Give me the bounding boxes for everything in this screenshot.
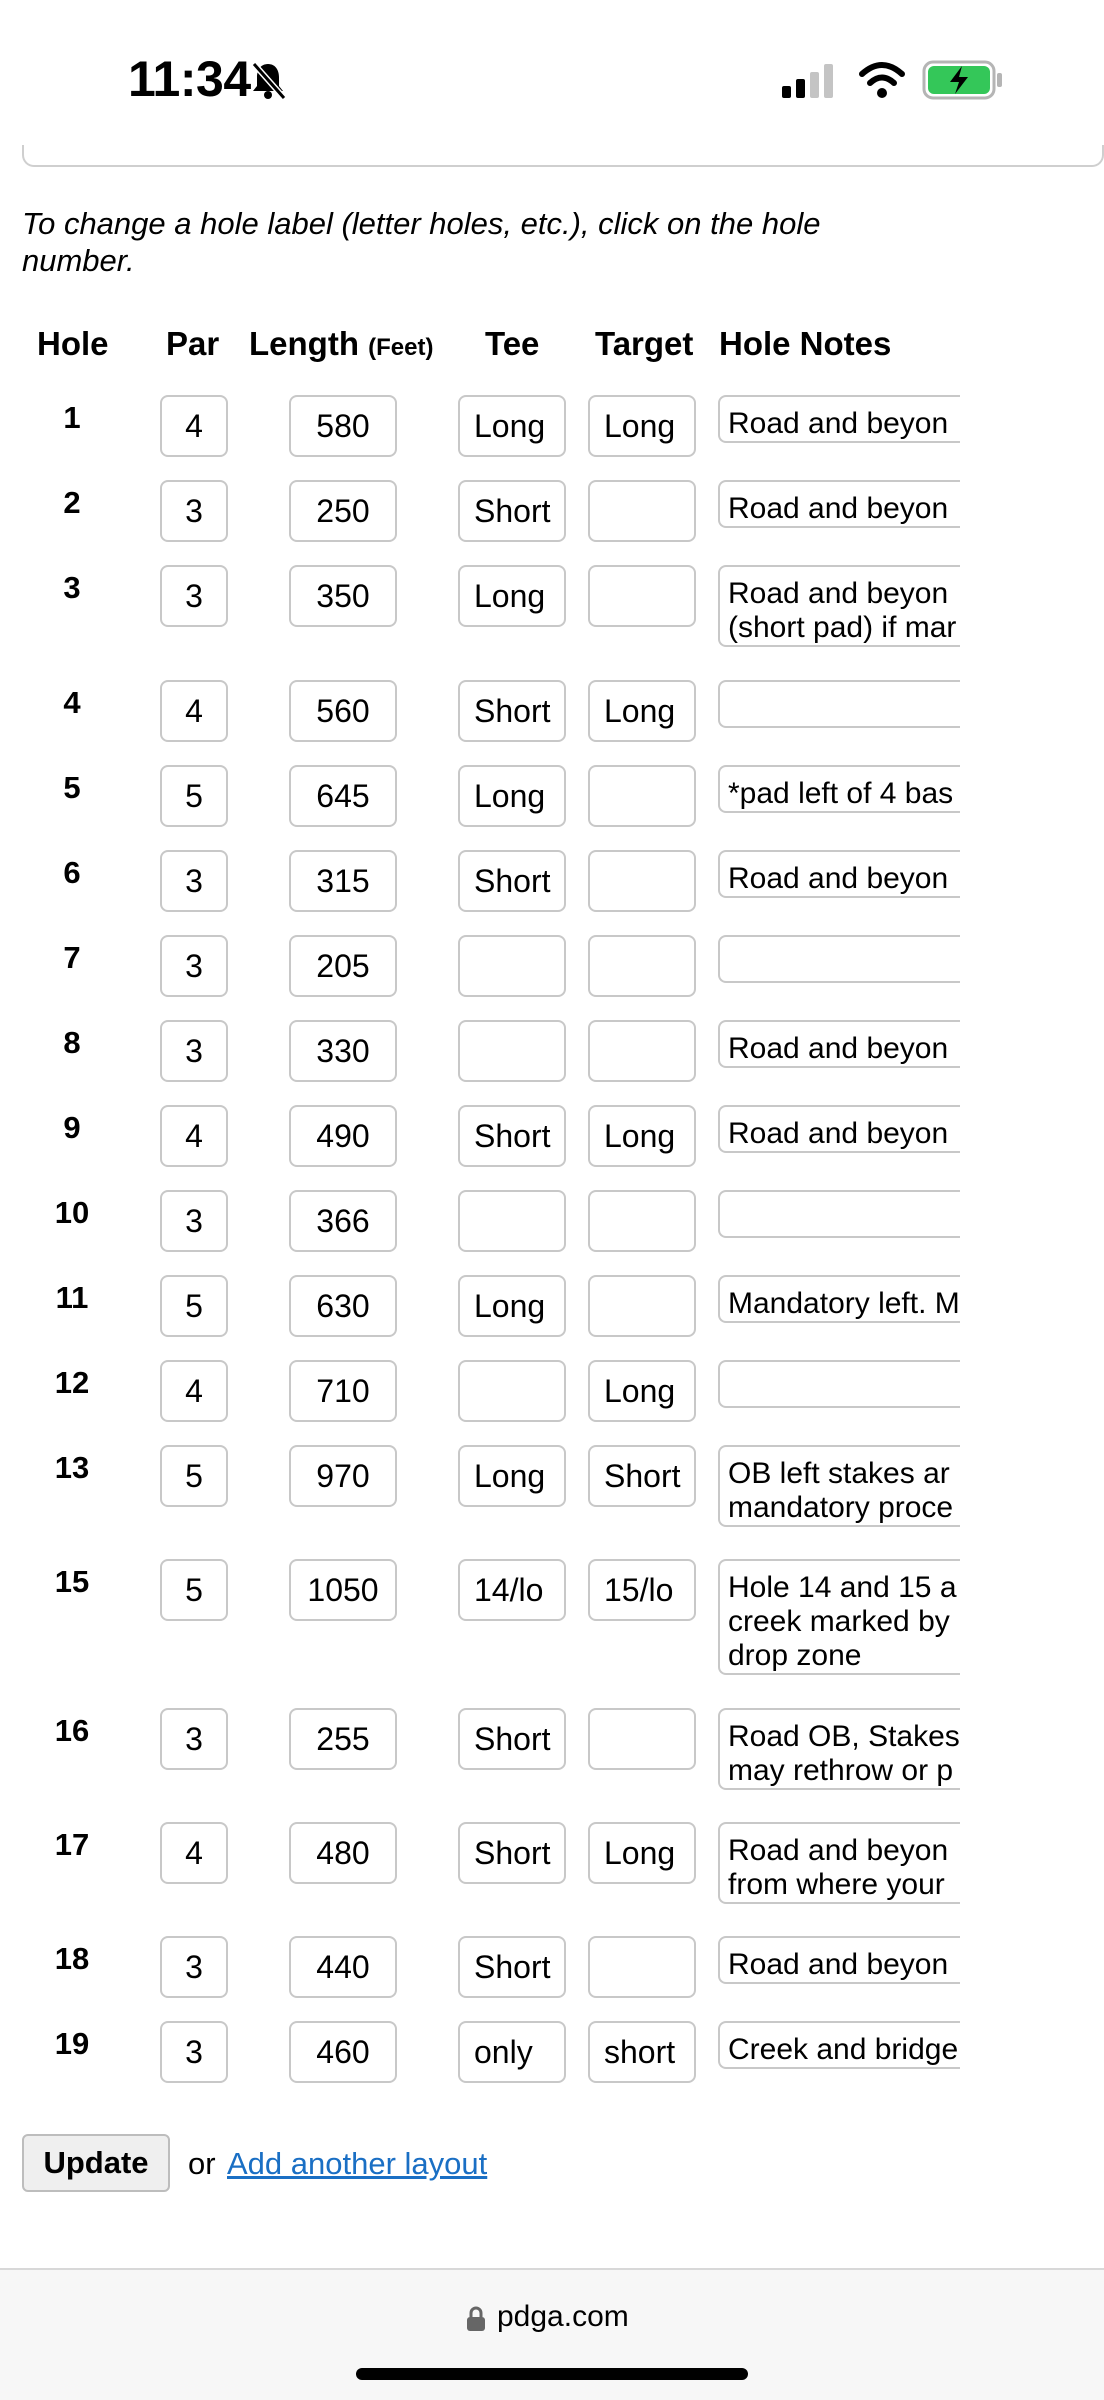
- add-layout-link[interactable]: Add another layout: [227, 2146, 488, 2181]
- browser-bottom-bar[interactable]: [0, 2268, 1104, 2400]
- hole-number-link[interactable]: 18: [54, 1941, 90, 1976]
- target-input[interactable]: Long: [588, 1822, 696, 1884]
- header-tee: Tee: [485, 325, 540, 362]
- par-input[interactable]: 3: [160, 565, 228, 627]
- par-input[interactable]: 4: [160, 680, 228, 742]
- target-input[interactable]: [588, 1190, 696, 1252]
- length-input[interactable]: 440: [289, 1936, 397, 1998]
- target-input[interactable]: [588, 480, 696, 542]
- notes-input[interactable]: [718, 680, 960, 728]
- length-input[interactable]: 350: [289, 565, 397, 627]
- header-length-unit: (Feet): [368, 334, 434, 361]
- par-input[interactable]: 3: [160, 1190, 228, 1252]
- header-length-label: Length: [249, 325, 359, 362]
- length-input[interactable]: 580: [289, 395, 397, 457]
- length-input[interactable]: 315: [289, 850, 397, 912]
- tee-input[interactable]: [458, 935, 566, 997]
- par-input[interactable]: 3: [160, 480, 228, 542]
- hole-number-link[interactable]: 15: [54, 1564, 90, 1599]
- tee-input[interactable]: Short: [458, 1936, 566, 1998]
- tee-input[interactable]: Short: [458, 850, 566, 912]
- url-domain[interactable]: pdga.com: [497, 2300, 629, 2333]
- signal-icon: [780, 64, 838, 98]
- length-input[interactable]: 630: [289, 1275, 397, 1337]
- target-input[interactable]: Long: [588, 680, 696, 742]
- par-input[interactable]: 5: [160, 1275, 228, 1337]
- hole-number-link[interactable]: 5: [63, 770, 81, 805]
- notes-input[interactable]: Road and beyon from where your: [718, 1822, 960, 1904]
- hole-number-link[interactable]: 19: [54, 2026, 90, 2061]
- hole-number-link[interactable]: 6: [63, 855, 81, 890]
- target-input[interactable]: Long: [588, 1360, 696, 1422]
- target-input[interactable]: Long: [588, 1105, 696, 1167]
- target-input[interactable]: [588, 1275, 696, 1337]
- or-text: or: [188, 2146, 216, 2181]
- length-input[interactable]: 710: [289, 1360, 397, 1422]
- target-input[interactable]: short: [588, 2021, 696, 2083]
- notes-input[interactable]: *pad left of 4 bas: [718, 765, 960, 813]
- hole-number-link[interactable]: 7: [63, 940, 81, 975]
- wifi-icon: [858, 60, 906, 100]
- target-input[interactable]: Long: [588, 395, 696, 457]
- notes-input[interactable]: Road and beyon: [718, 850, 960, 898]
- notes-input[interactable]: Road and beyon: [718, 1020, 960, 1068]
- tee-input[interactable]: Short: [458, 1708, 566, 1770]
- header-hole: Hole: [37, 325, 109, 362]
- top-divider: [22, 145, 1104, 167]
- notes-input[interactable]: Creek and bridge: [718, 2021, 960, 2069]
- target-input[interactable]: Short: [588, 1445, 696, 1507]
- length-input[interactable]: 366: [289, 1190, 397, 1252]
- hole-number-link[interactable]: 13: [54, 1450, 90, 1485]
- tee-input[interactable]: Long: [458, 565, 566, 627]
- tee-input[interactable]: Long: [458, 1275, 566, 1337]
- target-input[interactable]: [588, 1708, 696, 1770]
- hole-number-link[interactable]: 12: [54, 1365, 90, 1400]
- tee-input[interactable]: Long: [458, 395, 566, 457]
- hole-number-link[interactable]: 4: [63, 685, 81, 720]
- length-input[interactable]: 560: [289, 680, 397, 742]
- tee-input[interactable]: [458, 1190, 566, 1252]
- hole-number-link[interactable]: 9: [63, 1110, 81, 1145]
- length-input[interactable]: 250: [289, 480, 397, 542]
- bell-slash-icon: [248, 60, 288, 102]
- tee-input[interactable]: [458, 1360, 566, 1422]
- status-time: 11:34: [128, 51, 251, 107]
- header-target: Target: [595, 325, 694, 362]
- tee-input[interactable]: Short: [458, 680, 566, 742]
- target-input[interactable]: [588, 850, 696, 912]
- notes-input[interactable]: Hole 14 and 15 a creek marked by drop zone: [718, 1559, 960, 1675]
- length-input[interactable]: 1050: [289, 1559, 397, 1621]
- tee-input[interactable]: only: [458, 2021, 566, 2083]
- par-input[interactable]: 5: [160, 1445, 228, 1507]
- hole-number-link[interactable]: 16: [54, 1713, 90, 1748]
- par-input[interactable]: 4: [160, 1105, 228, 1167]
- par-input[interactable]: 5: [160, 1559, 228, 1621]
- tee-input[interactable]: 14/lo: [458, 1559, 566, 1621]
- length-input[interactable]: 460: [289, 2021, 397, 2083]
- hole-number-link[interactable]: 8: [63, 1025, 81, 1060]
- tee-input[interactable]: Long: [458, 1445, 566, 1507]
- length-input[interactable]: 970: [289, 1445, 397, 1507]
- par-input[interactable]: 3: [160, 1936, 228, 1998]
- length-input[interactable]: 255: [289, 1708, 397, 1770]
- par-input[interactable]: 4: [160, 1822, 228, 1884]
- tee-input[interactable]: Short: [458, 480, 566, 542]
- notes-input[interactable]: Road and beyon: [718, 1936, 960, 1984]
- tee-input[interactable]: [458, 1020, 566, 1082]
- notes-input[interactable]: OB left stakes ar mandatory proce: [718, 1445, 960, 1527]
- length-input[interactable]: 480: [289, 1822, 397, 1884]
- target-input[interactable]: 15/lo: [588, 1559, 696, 1621]
- hole-number-link[interactable]: 3: [63, 570, 81, 605]
- target-input[interactable]: [588, 1936, 696, 1998]
- par-input[interactable]: 4: [160, 395, 228, 457]
- target-input[interactable]: [588, 935, 696, 997]
- par-input[interactable]: 3: [160, 2021, 228, 2083]
- notes-input[interactable]: Road and beyon (short pad) if mar: [718, 565, 960, 647]
- tee-input[interactable]: Short: [458, 1105, 566, 1167]
- notes-input[interactable]: Mandatory left. M: [718, 1275, 960, 1323]
- notes-input[interactable]: Road and beyon: [718, 395, 960, 443]
- hole-number-link[interactable]: 2: [63, 485, 81, 520]
- instructions-text: To change a hole label (letter holes, etc.), click on the hole number.: [22, 206, 821, 278]
- notes-input[interactable]: [718, 1360, 960, 1408]
- notes-input[interactable]: Road and beyon: [718, 1105, 960, 1153]
- header-length: [249, 325, 434, 363]
- notes-input[interactable]: Road OB, Stakes may rethrow or p: [718, 1708, 960, 1790]
- par-input[interactable]: 3: [160, 1020, 228, 1082]
- target-input[interactable]: [588, 765, 696, 827]
- home-indicator: [356, 2368, 748, 2380]
- hole-number-link[interactable]: 11: [55, 1280, 89, 1315]
- length-input[interactable]: 645: [289, 765, 397, 827]
- hole-number-link[interactable]: 1: [63, 400, 81, 435]
- length-input[interactable]: 490: [289, 1105, 397, 1167]
- notes-input[interactable]: [718, 935, 960, 983]
- par-input[interactable]: 3: [160, 850, 228, 912]
- lock-icon: [466, 2306, 486, 2332]
- hole-number-link[interactable]: 17: [54, 1827, 90, 1862]
- header-par: Par: [166, 325, 220, 362]
- hole-number-link[interactable]: 10: [54, 1195, 90, 1230]
- target-input[interactable]: [588, 565, 696, 627]
- tee-input[interactable]: Short: [458, 1822, 566, 1884]
- par-input[interactable]: 3: [160, 1708, 228, 1770]
- tee-input[interactable]: Long: [458, 765, 566, 827]
- length-input[interactable]: 205: [289, 935, 397, 997]
- par-input[interactable]: 5: [160, 765, 228, 827]
- header-notes: Hole Notes: [719, 325, 892, 362]
- battery-charging-icon: [922, 60, 1004, 100]
- par-input[interactable]: 4: [160, 1360, 228, 1422]
- length-input[interactable]: 330: [289, 1020, 397, 1082]
- target-input[interactable]: [588, 1020, 696, 1082]
- status-bar: [0, 0, 1104, 150]
- par-input[interactable]: 3: [160, 935, 228, 997]
- notes-input[interactable]: Road and beyon: [718, 480, 960, 528]
- update-button[interactable]: Update: [22, 2134, 170, 2192]
- notes-input[interactable]: [718, 1190, 960, 1238]
